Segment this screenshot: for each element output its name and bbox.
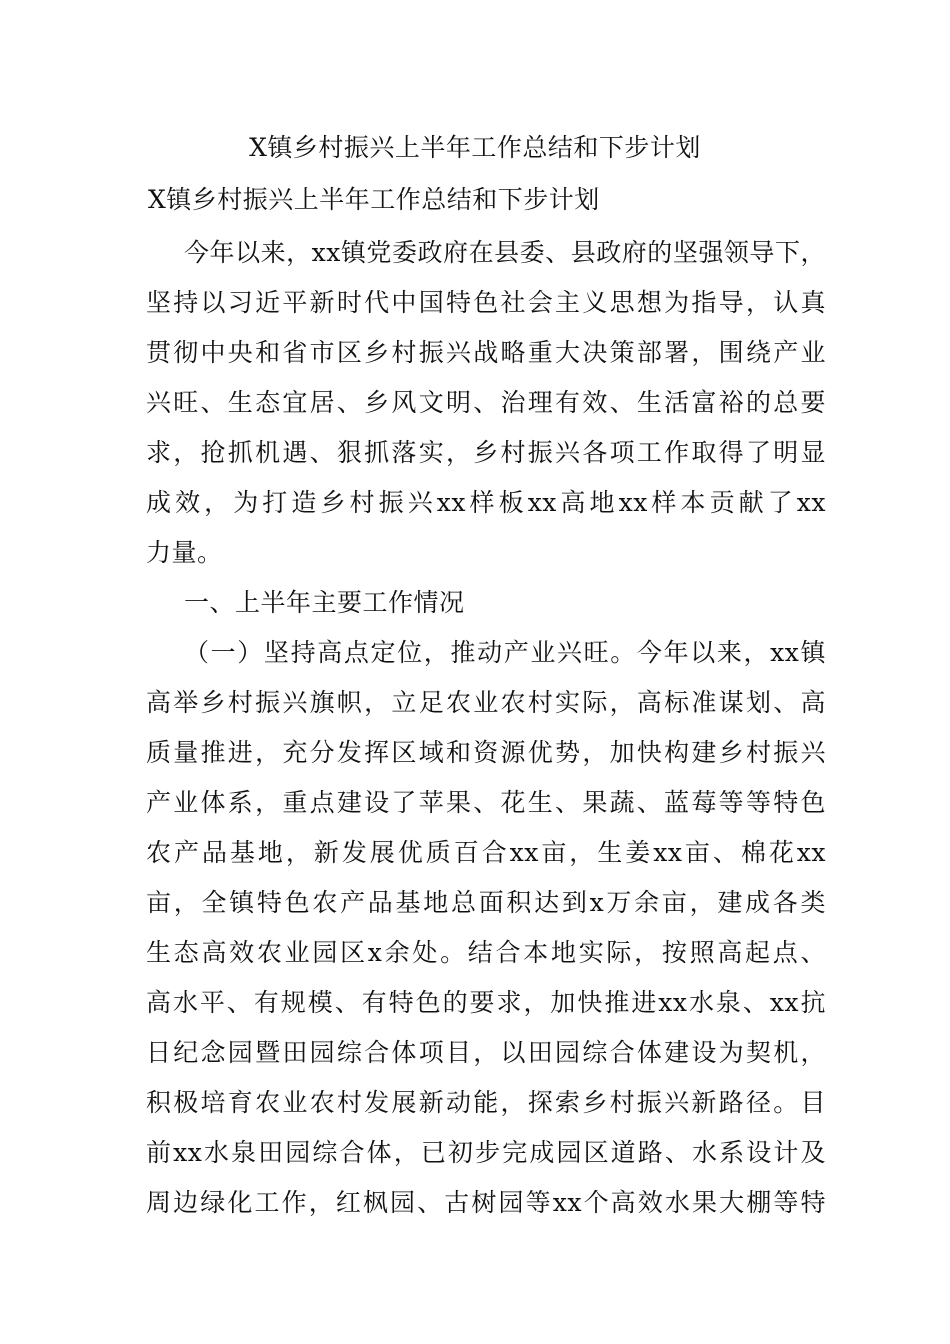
- section-heading: 一、上半年主要工作情况: [184, 588, 465, 617]
- paragraph-line: 周边绿化工作，红枫园、古树园等xx个高效水果大棚等特: [146, 1188, 826, 1217]
- paragraph-line: 质量推进，充分发挥区域和资源优势，加快构建乡村振兴: [146, 738, 826, 767]
- paragraph-line: 日纪念园暨田园综合体项目，以田园综合体建设为契机，: [146, 1038, 826, 1067]
- paragraph-line: 高举乡村振兴旗帜，立足农业农村实际，高标准谋划、高: [146, 688, 826, 717]
- paragraph-line: 求，抢抓机遇、狠抓落实，乡村振兴各项工作取得了明显: [146, 438, 826, 467]
- document-title: X镇乡村振兴上半年工作总结和下步计划: [249, 133, 701, 162]
- paragraph-line: 农产品基地，新发展优质百合xx亩，生姜xx亩、棉花xx: [146, 838, 826, 867]
- paragraph-line: 生态高效农业园区x余处。结合本地实际，按照高起点、: [146, 938, 826, 967]
- paragraph-line: 贯彻中央和省市区乡村振兴战略重大决策部署，围绕产业: [146, 338, 826, 367]
- paragraph-line: 前xx水泉田园综合体，已初步完成园区道路、水系设计及: [146, 1138, 826, 1167]
- paragraph-line: （一）坚持高点定位，推动产业兴旺。今年以来，xx镇: [184, 638, 826, 667]
- paragraph-line: 成效，为打造乡村振兴xx样板xx高地xx样本贡献了xx: [146, 488, 826, 517]
- paragraph-line: 亩，全镇特色农产品基地总面积达到x万余亩，建成各类: [146, 888, 826, 917]
- paragraph-line: 兴旺、生态宜居、乡风文明、治理有效、生活富裕的总要: [146, 388, 826, 417]
- paragraph-line: 今年以来，xx镇党委政府在县委、县政府的坚强领导下，: [184, 238, 826, 267]
- paragraph-line: 高水平、有规模、有特色的要求，加快推进xx水泉、xx抗: [146, 988, 826, 1017]
- paragraph-line: 积极培育农业农村发展新动能，探索乡村振兴新路径。目: [146, 1088, 826, 1117]
- paragraph-line: 力量。: [146, 538, 223, 567]
- document-subtitle: X镇乡村振兴上半年工作总结和下步计划: [148, 185, 600, 214]
- paragraph-line: 产业体系，重点建设了苹果、花生、果蔬、蓝莓等等特色: [146, 788, 826, 817]
- paragraph-line: 坚持以习近平新时代中国特色社会主义思想为指导，认真: [146, 288, 826, 317]
